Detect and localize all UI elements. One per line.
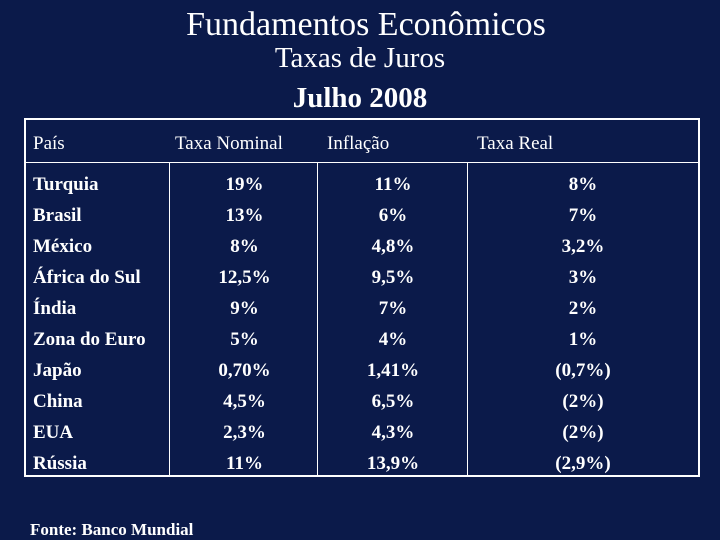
inflation-cell: 4,3% [371, 422, 415, 443]
slide-subtitle: Taxas de Juros [274, 42, 446, 74]
inflation-cell: 6% [378, 205, 408, 226]
table-row [26, 200, 698, 231]
inflation-cell: 9,5% [371, 267, 415, 288]
nominal-rate-cell: 5% [230, 329, 259, 350]
slide-date: Julho 2008 [292, 82, 428, 114]
real-rate-cell: (0,7%) [555, 360, 611, 381]
source-note: Fonte: Banco Mundial [30, 520, 194, 539]
inflation-cell: 7% [378, 298, 408, 319]
table-row [26, 169, 698, 200]
table-row [26, 262, 698, 293]
nominal-rate-cell: 19% [225, 174, 264, 195]
country-cell: EUA [33, 422, 74, 443]
table-row [26, 386, 698, 417]
table-row [26, 324, 698, 355]
nominal-rate-cell: 4,5% [223, 391, 266, 412]
real-rate-cell: 8% [568, 174, 598, 195]
real-rate-cell: 3% [568, 267, 598, 288]
country-cell: Brasil [33, 205, 82, 226]
inflation-cell: 4,8% [371, 236, 415, 257]
table-row [26, 355, 698, 386]
interest-rates-table [24, 118, 700, 477]
inflation-cell: 11% [374, 174, 412, 195]
real-rate-cell: (2,9%) [555, 453, 611, 474]
header-divider [26, 162, 698, 163]
nominal-rate-cell: 2,3% [223, 422, 266, 443]
table-row [26, 293, 698, 324]
real-rate-cell: (2%) [562, 422, 604, 443]
header-real-rate: Taxa Real [477, 133, 554, 154]
inflation-cell: 13,9% [366, 453, 420, 474]
nominal-rate-cell: 0,70% [218, 360, 271, 381]
table-row [26, 417, 698, 448]
real-rate-cell: 7% [568, 205, 598, 226]
country-cell: África do Sul [33, 267, 141, 288]
country-cell: Turquia [33, 174, 99, 195]
real-rate-cell: (2%) [562, 391, 604, 412]
real-rate-cell: 3,2% [561, 236, 605, 257]
real-rate-cell: 1% [568, 329, 598, 350]
nominal-rate-cell: 9% [230, 298, 259, 319]
country-cell: México [33, 236, 93, 257]
slide-title: Fundamentos Econômicos [186, 6, 546, 43]
inflation-cell: 4% [378, 329, 408, 350]
header-country: País [33, 133, 65, 154]
nominal-rate-cell: 11% [226, 453, 263, 474]
nominal-rate-cell: 12,5% [218, 267, 271, 288]
nominal-rate-cell: 13% [225, 205, 264, 226]
table-row [26, 448, 698, 479]
header-nominal-rate: Taxa Nominal [175, 133, 283, 154]
real-rate-cell: 2% [568, 298, 598, 319]
inflation-cell: 6,5% [371, 391, 415, 412]
country-cell: China [33, 391, 83, 412]
nominal-rate-cell: 8% [230, 236, 259, 257]
country-cell: Zona do Euro [33, 329, 146, 350]
country-cell: Índia [33, 298, 77, 319]
country-cell: Japão [33, 360, 82, 381]
country-cell: Rússia [33, 453, 87, 474]
header-inflation: Inflação [327, 133, 390, 154]
table-row [26, 231, 698, 262]
inflation-cell: 1,41% [366, 360, 420, 381]
